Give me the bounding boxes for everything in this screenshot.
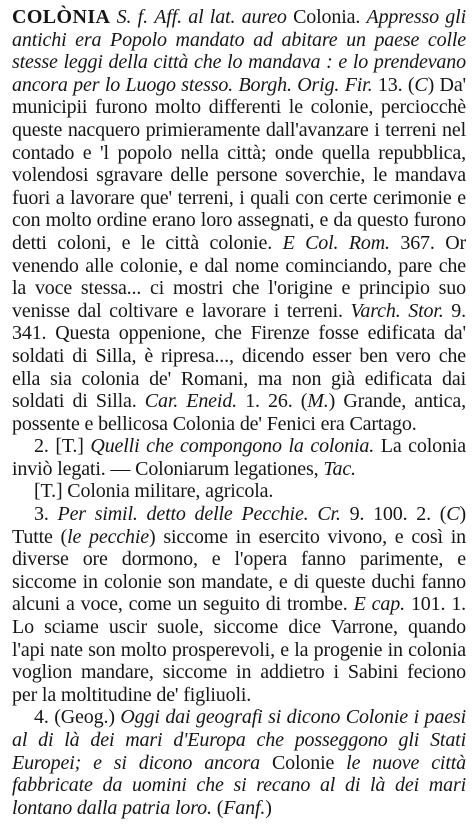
citation-ref: 13. ( — [377, 73, 415, 96]
quote-text: ) Da' municipii furono molto differenti le colonie, perciocchè queste nacquero primieramente dall'avanzare i terreni nel contado e 'l popolo nella città; onde quella repubblica, volendosi sgravare delle persone soverchie, le mandava fuori a lavorare que' terreni, i quali con certe cerimonie e con molto ordine erano loro assegnati, e da questo furono detti coloni, e le città colonie. — [12, 73, 467, 254]
entry-paragraph-3 — [12, 480, 466, 503]
citation-ref: 9. 100. 2. ( — [349, 503, 447, 526]
citation-source: E cap. — [353, 593, 405, 616]
quote-text: 101. 1. Lo sciame uscir suole, siccome dice Varrone, quando l'api nate son molto prosperevoli, e la progenie in colonia voglion mandare, siccome in addietro i Sabini feciono per la moltitudine de' figliuoli. — [12, 593, 467, 706]
sense-number: 4. (Geog.) — [34, 706, 115, 729]
etymology-text: al lat. — [188, 6, 236, 28]
citation-source: E Col. Rom. — [282, 231, 390, 254]
etymology-word: aureo — [241, 6, 287, 28]
quote-text: ) Tutte ( — [12, 503, 466, 548]
entry-headword: COLÒNIA — [12, 6, 111, 28]
citation-source: Fanf. — [223, 796, 266, 819]
citation-paren: ) — [265, 796, 272, 819]
citation-source: Varch. Stor. — [350, 299, 444, 322]
grammar-label: S. f. — [116, 6, 148, 28]
definition-text: Appresso gli antichi era Popolo mandato ad abitare un paese colle stesse leggi della città che lo mandava : e lo prendevano ancora per lo Luogo stesso. Borgh. Orig. Fir. — [12, 6, 466, 96]
source-mark: M. — [307, 390, 329, 413]
entry-paragraph-2 — [12, 435, 466, 480]
quote-text: 9. 341. Questa oppenione, che Firenze fosse edificata da' soldati di Silla, è ripresa..., dicendo esser ben vero che ella sia colonia de' Romani, ma non già edificata dai soldati di Silla. — [12, 299, 466, 413]
entry-paragraph-1 — [12, 6, 466, 435]
entry-paragraph-4 — [12, 503, 466, 706]
term-text: Colonie — [271, 751, 335, 774]
definition-text: Per simil. detto delle Pecchie. Cr. — [57, 503, 341, 526]
definition-text: le nuove città fabbricate da uomini che si recano al di là dei mari lontano dalla patria loro. — [12, 751, 466, 819]
quote-text: ) siccome in esercito vivono, e così in diverse ore dormono, e l'opera fanno parimente, e siccome in colonie son mandate, e di queste duchi fanno alcuni a voce, come un seguito di trombe. — [12, 525, 466, 616]
quote-text: ) Grande, antica, possente e bellicosa Colonia de' Fenici era Cartago. — [12, 390, 466, 435]
source-mark: C — [414, 73, 428, 96]
citation-ref: 1. 26. ( — [245, 390, 308, 413]
example-text: [T.] Colonia militare, agricola. — [34, 480, 274, 503]
entry-paragraph-5 — [12, 706, 466, 819]
quote-text: 367. Or venendo alle colonie, e dal nome cominciando, pare che la voce stessa... ci mostri che l'origine e principio suo venisse dal coltivare e lavorare i terreni. — [12, 231, 467, 322]
definition-text: Quelli che compongono la colonia. — [90, 435, 375, 458]
example-text: La colonia inviò legati. — Coloniarum legationes, — [12, 435, 466, 480]
definition-text: Oggi dai geografi si dicono Colonie i paesi al di là dei mari d'Europa che posseggono gli Stati Europei; e si dicono ancora — [12, 706, 466, 774]
sense-number: 2. [T.] — [34, 435, 84, 458]
latin-term: Colonia. — [293, 6, 361, 28]
citation-source: Tac. — [323, 457, 356, 480]
gloss-text: le pecchie — [67, 525, 150, 548]
citation-source: Car. Eneid. — [144, 390, 238, 413]
sense-number: 3. — [34, 503, 49, 526]
citation-paren: ( — [216, 796, 224, 819]
etymology-label: Aff. — [154, 6, 182, 28]
source-mark: C — [446, 503, 460, 526]
